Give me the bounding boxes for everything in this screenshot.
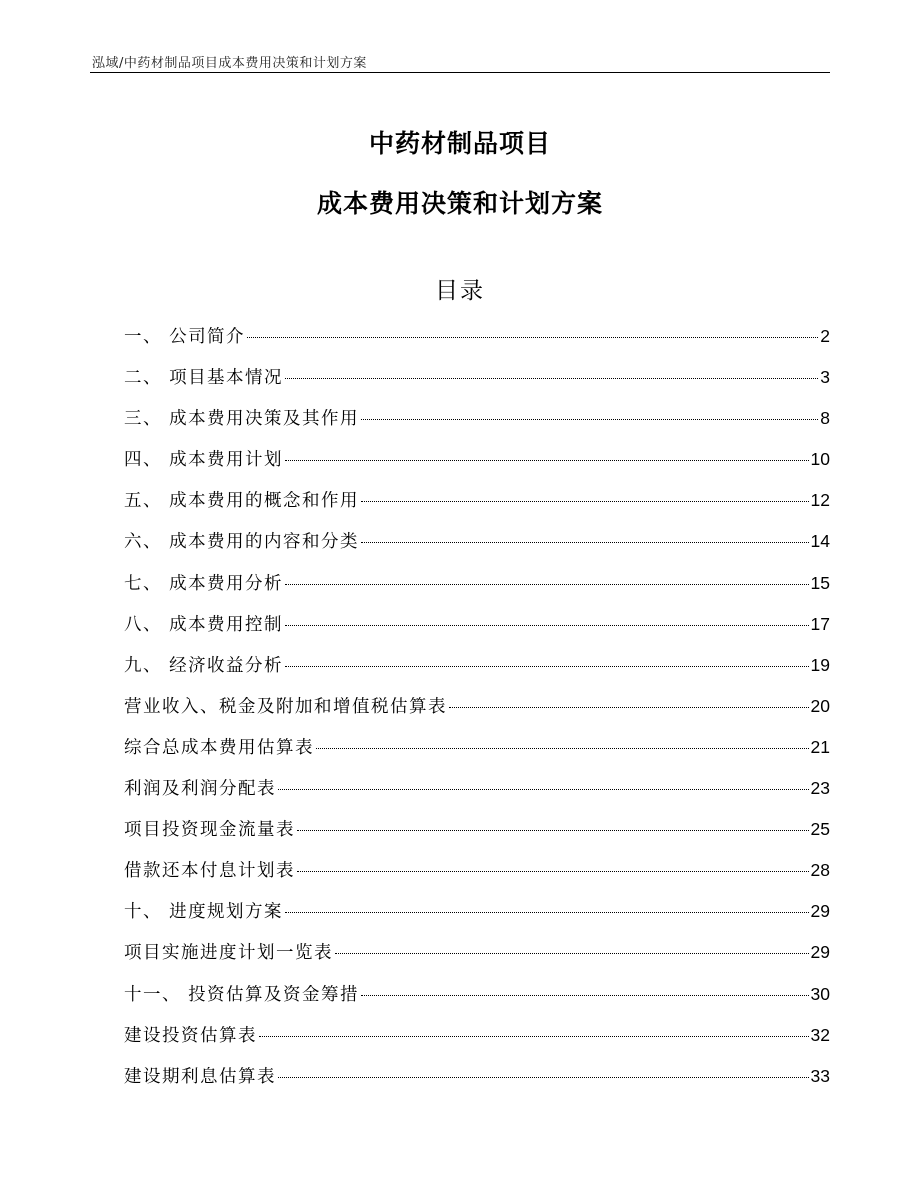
document-title-line2: 成本费用决策和计划方案 <box>316 189 603 218</box>
toc-entry-page: 15 <box>810 572 830 593</box>
toc-entry-page: 29 <box>810 942 830 963</box>
toc-entry[interactable] <box>124 1022 830 1063</box>
toc-entry-page: 14 <box>810 531 830 552</box>
toc-entry[interactable] <box>124 1063 830 1104</box>
toc-dot-leader <box>297 830 809 831</box>
toc-entry-label: 项目投资现金流量表 <box>124 820 295 841</box>
toc-dot-leader <box>297 871 809 872</box>
toc-dot-leader <box>259 1036 809 1037</box>
toc-dot-leader <box>361 542 808 543</box>
toc-entry-page: 32 <box>810 1024 830 1045</box>
toc-dot-leader <box>285 625 808 626</box>
header-rule <box>90 72 830 73</box>
toc-entry-label: 二、 项目基本情况 <box>124 368 284 389</box>
toc-entry[interactable] <box>124 816 830 857</box>
toc-entry-label: 十、 进度规划方案 <box>124 902 284 923</box>
toc-entry-label: 综合总成本费用估算表 <box>124 737 314 758</box>
toc-entry-label: 建设期利息估算表 <box>124 1066 276 1087</box>
toc-entry-page: 21 <box>810 736 830 757</box>
toc-dot-leader <box>361 501 808 502</box>
toc-entry[interactable] <box>124 652 830 693</box>
toc-entry-label: 建设投资估算表 <box>124 1025 257 1046</box>
toc-dot-leader <box>285 460 808 461</box>
toc-entry-label: 八、 成本费用控制 <box>124 614 284 635</box>
toc-entry-page: 30 <box>810 983 830 1004</box>
toc-dot-leader <box>361 995 808 996</box>
toc-entry-label: 四、 成本费用计划 <box>124 450 284 471</box>
toc-entry-page: 3 <box>820 367 830 388</box>
toc-entry[interactable] <box>124 323 830 364</box>
toc-entry[interactable] <box>124 364 830 405</box>
toc-entry-page: 33 <box>810 1065 830 1086</box>
table-of-contents <box>124 323 830 1104</box>
toc-dot-leader <box>449 707 809 708</box>
toc-entry[interactable] <box>124 570 830 611</box>
toc-entry-page: 12 <box>810 490 830 511</box>
toc-entry[interactable] <box>124 734 830 775</box>
toc-entry[interactable] <box>124 939 830 980</box>
toc-entry-page: 29 <box>810 901 830 922</box>
toc-dot-leader <box>285 912 808 913</box>
toc-dot-leader <box>316 748 809 749</box>
toc-heading: 目录 <box>435 278 485 304</box>
toc-entry-label: 六、 成本费用的内容和分类 <box>124 532 360 553</box>
toc-entry-label: 一、 公司简介 <box>124 327 246 347</box>
toc-entry-page: 25 <box>810 819 830 840</box>
toc-entry-label: 五、 成本费用的概念和作用 <box>124 491 360 512</box>
toc-entry-label: 三、 成本费用决策及其作用 <box>124 409 360 430</box>
toc-entry-page: 28 <box>810 860 830 881</box>
toc-entry[interactable] <box>124 405 830 446</box>
toc-entry[interactable] <box>124 528 830 569</box>
toc-entry-label: 项目实施进度计划一览表 <box>124 943 333 964</box>
toc-dot-leader <box>278 789 809 790</box>
toc-entry-label: 利润及利润分配表 <box>124 779 276 800</box>
toc-entry[interactable] <box>124 487 830 528</box>
toc-dot-leader <box>247 337 818 338</box>
toc-dot-leader <box>335 953 809 954</box>
toc-entry-label: 借款还本付息计划表 <box>124 861 295 882</box>
toc-entry-page: 10 <box>810 449 830 470</box>
toc-entry-label: 七、 成本费用分析 <box>124 573 284 594</box>
toc-entry[interactable] <box>124 611 830 652</box>
toc-entry-label: 营业收入、税金及附加和增值税估算表 <box>124 696 447 717</box>
running-header: 泓域/中药材制品项目成本费用决策和计划方案 <box>92 56 367 71</box>
document-title-line1: 中药材制品项目 <box>368 129 551 158</box>
toc-dot-leader <box>285 584 808 585</box>
toc-entry-page: 20 <box>810 695 830 716</box>
toc-entry[interactable] <box>124 775 830 816</box>
toc-entry[interactable] <box>124 898 830 939</box>
toc-entry-label: 十一、 投资估算及资金筹措 <box>124 984 360 1005</box>
toc-dot-leader <box>285 666 808 667</box>
toc-dot-leader <box>278 1077 809 1078</box>
toc-entry[interactable] <box>124 446 830 487</box>
toc-entry-label: 九、 经济收益分析 <box>124 655 284 676</box>
toc-entry[interactable] <box>124 693 830 734</box>
toc-dot-leader <box>361 419 818 420</box>
toc-entry-page: 2 <box>820 326 830 346</box>
toc-dot-leader <box>285 378 818 379</box>
toc-entry[interactable] <box>124 981 830 1022</box>
toc-entry-page: 19 <box>810 654 830 675</box>
toc-entry-page: 8 <box>820 408 830 429</box>
toc-entry-page: 23 <box>810 778 830 799</box>
toc-entry[interactable] <box>124 857 830 898</box>
toc-entry-page: 17 <box>810 613 830 634</box>
